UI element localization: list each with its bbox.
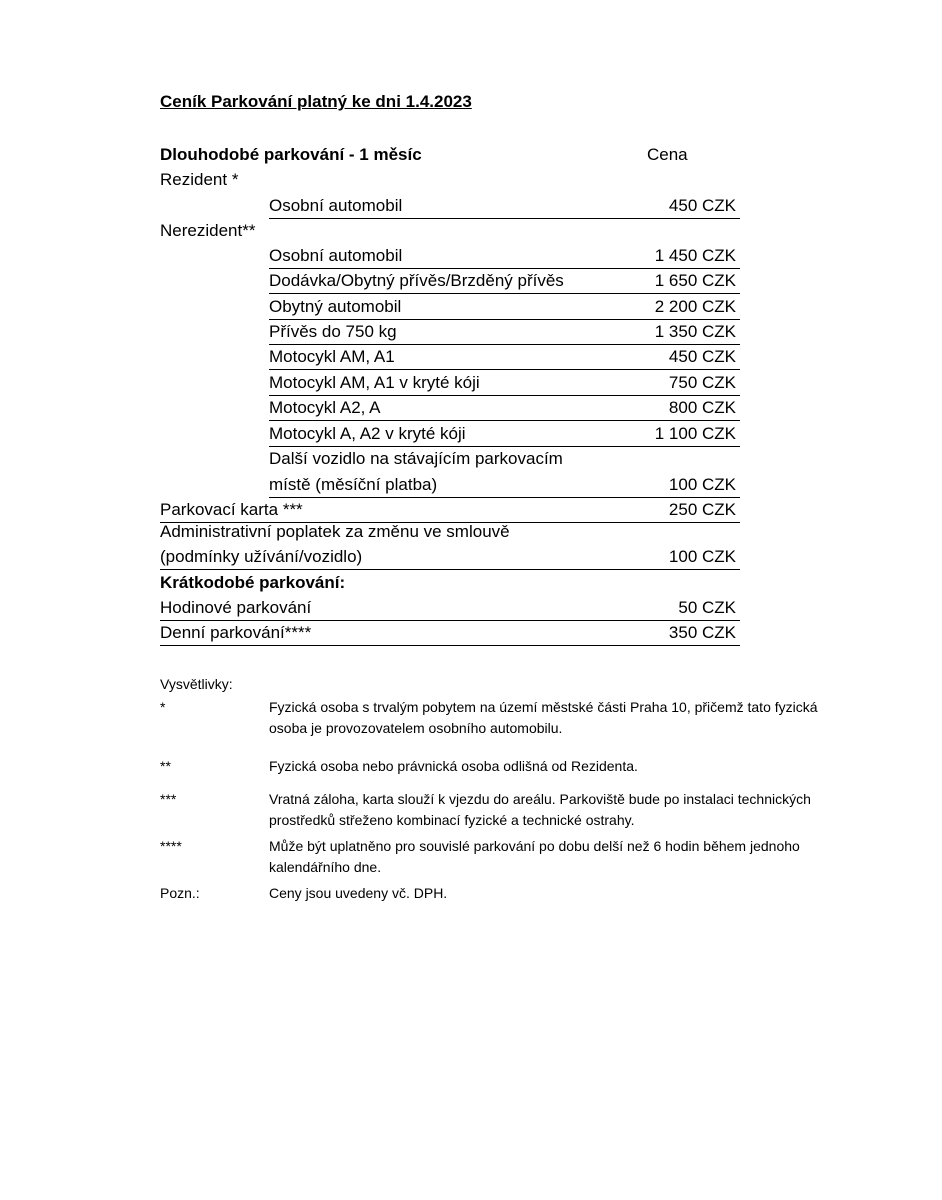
item-label: Hodinové parkování <box>160 598 312 617</box>
nonresident-label-row <box>160 218 740 243</box>
section-header-short-term <box>160 570 740 595</box>
item-price: 450 CZK <box>668 347 736 366</box>
item-label: Osobní automobil <box>269 196 403 215</box>
item-price: 1 350 CZK <box>654 322 736 341</box>
section-title: Krátkodobé parkování: <box>160 573 346 592</box>
price-row <box>269 421 740 447</box>
item-price: 1 100 CZK <box>654 424 736 443</box>
item-price: 50 CZK <box>678 598 736 617</box>
price-row <box>160 595 740 621</box>
resident-label: Rezident * <box>160 170 239 189</box>
notes-heading: Vysvětlivky: <box>160 676 233 692</box>
page-title: Ceník Parkování platný ke dni 1.4.2023 <box>160 92 472 111</box>
item-price: 350 CZK <box>668 623 736 642</box>
item-label: Denní parkování**** <box>160 623 312 642</box>
price-row <box>269 395 740 421</box>
price-row <box>160 544 740 570</box>
price-row <box>160 620 740 646</box>
note-text: Fyzická osoba s trvalým pobytem na území městské části Praha 10, přičemž tato fyzická osoba je provozovatelem osobního automobilu. <box>269 699 818 736</box>
section-title: Dlouhodobé parkování - 1 měsíc <box>160 145 422 164</box>
note-text: Fyzická osoba nebo právnická osoba odlišná od Rezidenta. <box>269 758 638 774</box>
note-text: Vratná záloha, karta slouží k vjezdu do areálu. Parkoviště bude po instalaci technických prostředků střeženo kombinací fyzické a technické ostrahy. <box>269 791 811 828</box>
item-label: Další vozidlo na stávajícím parkovacím <box>269 449 563 468</box>
item-price: 800 CZK <box>668 398 736 417</box>
resident-label-row <box>160 167 740 192</box>
item-label: Motocykl AM, A1 v kryté kóji <box>269 373 480 392</box>
note-mark: * <box>160 699 166 715</box>
item-label: Parkovací karta *** <box>160 500 303 519</box>
item-price: 1 650 CZK <box>654 271 736 290</box>
item-price: 250 CZK <box>668 500 736 519</box>
item-label: Motocykl A, A2 v kryté kóji <box>269 424 466 443</box>
item-label: Dodávka/Obytný přívěs/Brzděný přívěs <box>269 271 564 290</box>
item-price: 100 CZK <box>668 475 736 494</box>
item-price: 1 450 CZK <box>654 246 736 265</box>
item-label: Motocykl A2, A <box>269 398 381 417</box>
price-row <box>269 344 740 370</box>
price-row <box>269 268 740 294</box>
item-price: 750 CZK <box>668 373 736 392</box>
note-text: Může být uplatněno pro souvislé parkování po dobu delší než 6 hodin během jednoho kalendářního dne. <box>269 838 800 875</box>
item-label: Přívěs do 750 kg <box>269 322 397 341</box>
note-mark: **** <box>160 838 182 854</box>
item-price: 2 200 CZK <box>654 297 736 316</box>
note-mark: Pozn.: <box>160 885 200 901</box>
price-row <box>269 243 740 269</box>
price-row <box>269 193 740 219</box>
item-label: Obytný automobil <box>269 297 402 316</box>
price-row <box>269 370 740 396</box>
item-label: (podmínky užívání/vozidlo) <box>160 547 363 566</box>
extra-vehicle-line1 <box>269 446 740 471</box>
item-price: 450 CZK <box>668 196 736 215</box>
price-row <box>269 294 740 320</box>
item-label: místě (měsíční platba) <box>269 475 438 494</box>
note-mark: ** <box>160 758 171 774</box>
price-column-header: Cena <box>647 145 688 164</box>
note-text: Ceny jsou uvedeny vč. DPH. <box>269 885 448 901</box>
item-price: 100 CZK <box>668 547 736 566</box>
price-row <box>269 472 740 498</box>
item-label: Motocykl AM, A1 <box>269 347 395 366</box>
item-label: Administrativní poplatek za změnu ve smlouvě <box>160 522 510 541</box>
price-row <box>269 319 740 345</box>
nonresident-label: Nerezident** <box>160 221 256 240</box>
admin-fee-line1 <box>160 519 740 544</box>
note-mark: *** <box>160 791 177 807</box>
item-label: Osobní automobil <box>269 246 403 265</box>
